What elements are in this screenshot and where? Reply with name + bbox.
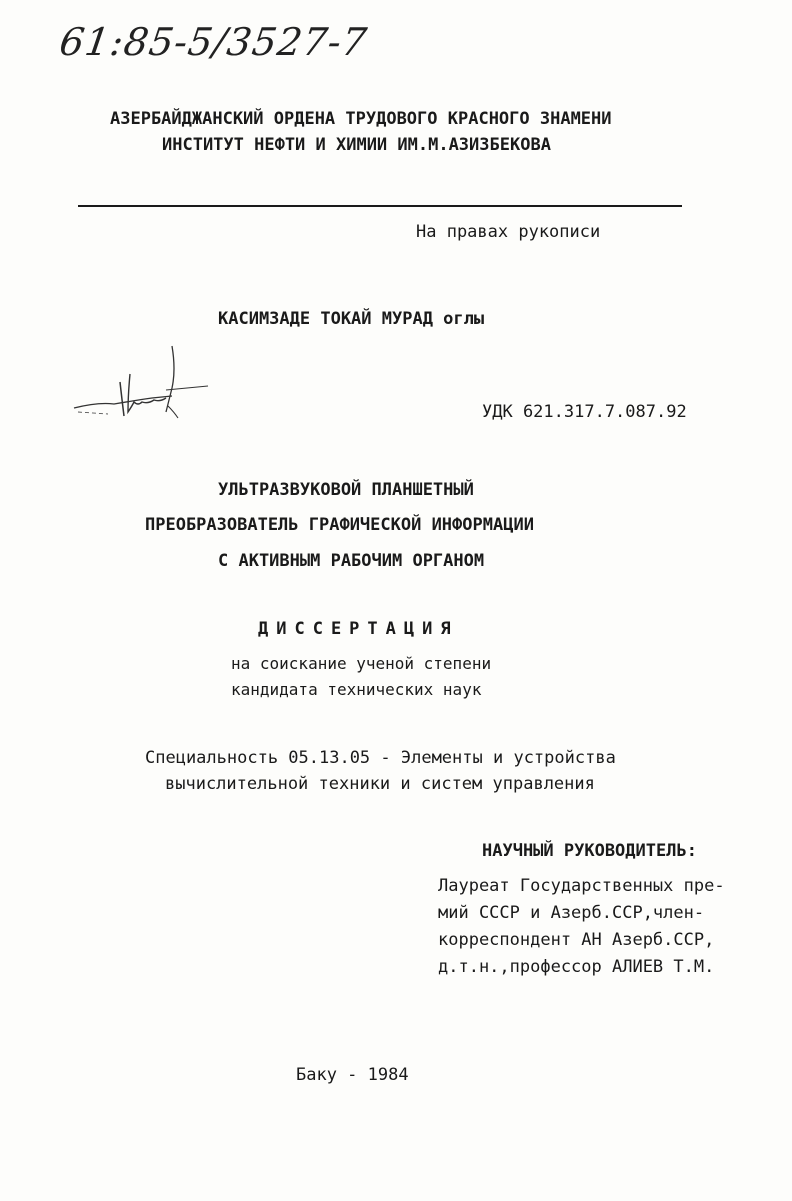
specialty-line-1: Специальность 05.13.05 - Элементы и устройства	[145, 748, 616, 768]
specialty-line-2: вычислительной техники и систем управления	[165, 774, 595, 794]
degree-line-1: на соискание ученой степени	[231, 654, 492, 673]
institution-line-1: АЗЕРБАЙДЖАНСКИЙ ОРДЕНА ТРУДОВОГО КРАСНОГО ЗНАМЕНИ	[110, 109, 612, 129]
signature-image	[68, 340, 218, 430]
advisor-line-4: д.т.н.,профессор АЛИЕВ Т.М.	[438, 957, 715, 977]
advisor-line-3: корреспондент АН Азерб.ССР,	[438, 930, 715, 950]
document-type: ДИССЕРТАЦИЯ	[258, 619, 459, 639]
archive-code: 61:85-5/3527-7	[56, 20, 371, 64]
author-name: КАСИМЗАДЕ ТОКАЙ МУРАД оглы	[218, 309, 485, 329]
rights-note: На правах рукописи	[416, 222, 601, 242]
institution-line-2: ИНСТИТУТ НЕФТИ И ХИМИИ ИМ.М.АЗИЗБЕКОВА	[162, 135, 551, 155]
udk-code: УДК 621.317.7.087.92	[482, 402, 687, 422]
degree-line-2: кандидата технических наук	[231, 680, 482, 699]
advisor-heading: НАУЧНЫЙ РУКОВОДИТЕЛЬ:	[482, 841, 697, 861]
thesis-title-line-3: С АКТИВНЫМ РАБОЧИМ ОРГАНОМ	[218, 551, 485, 571]
header-divider	[78, 205, 682, 207]
thesis-title-line-2: ПРЕОБРАЗОВАТЕЛЬ ГРАФИЧЕСКОЙ ИНФОРМАЦИИ	[145, 515, 534, 535]
thesis-title-line-1: УЛЬТРАЗВУКОВОЙ ПЛАНШЕТНЫЙ	[218, 480, 474, 500]
advisor-line-2: мий СССР и Азерб.ССР,член-	[438, 903, 705, 923]
advisor-line-1: Лауреат Государственных пре-	[438, 876, 725, 896]
place-and-year: Баку - 1984	[296, 1065, 409, 1085]
